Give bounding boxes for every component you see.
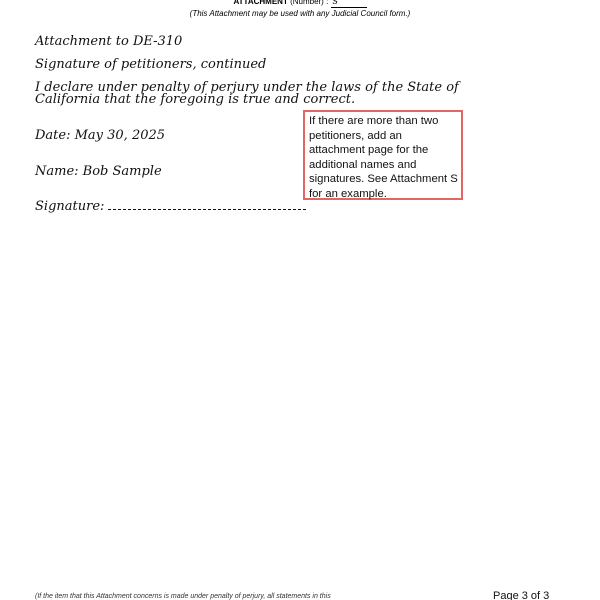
callout-note-box: If there are more than two petitioners, add an attachment page for the additional names and signatures. See Attachment S for an example.: [303, 110, 463, 200]
attachment-header: [0, 0, 600, 8]
signature-label: Signature:: [35, 199, 105, 214]
attachment-number-label: (Number) :: [290, 0, 329, 6]
document-subtitle: Signature of petitioners, continued: [35, 57, 267, 72]
attachment-number: S: [331, 0, 367, 8]
footer-note: (If the item that this Attachment concerns is made under penalty of perjury, all statements in this: [35, 593, 331, 600]
name-line: Name: Bob Sample: [35, 164, 162, 179]
signature-line: [35, 199, 306, 214]
signature-blank-line: [108, 208, 306, 210]
declaration-text: I declare under penalty of perjury under the laws of the State of California that the foregoing is true and correct.: [35, 80, 459, 107]
document-title: Attachment to DE-310: [35, 34, 183, 49]
attachment-label: ATTACHMENT: [233, 0, 288, 6]
date-line: Date: May 30, 2025: [35, 128, 166, 143]
page-number: Page 3 of 3: [493, 590, 550, 600]
attachment-note: (This Attachment may be used with any Judicial Council form.): [189, 9, 411, 18]
